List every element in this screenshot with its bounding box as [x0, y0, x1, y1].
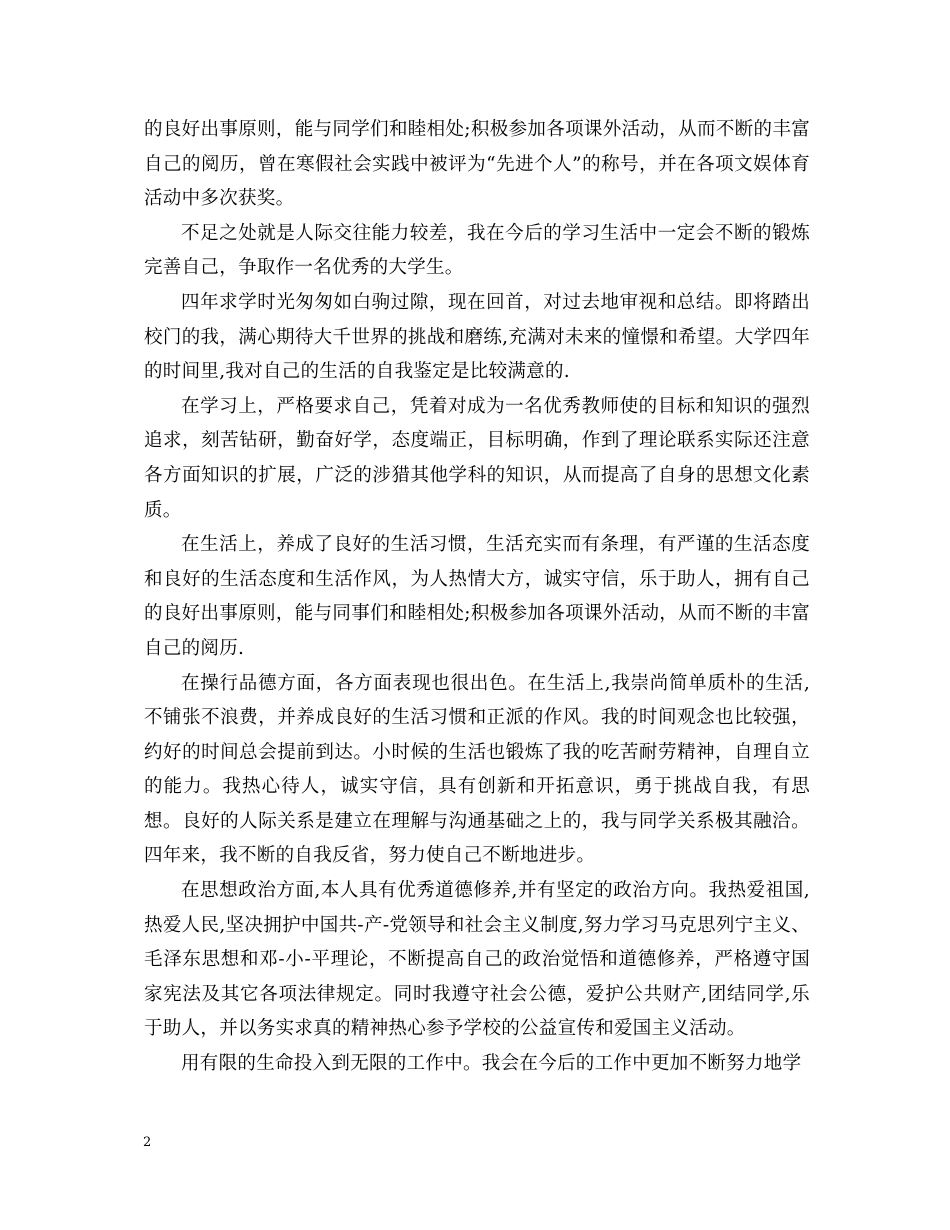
page-number: 2	[143, 1135, 152, 1150]
paragraph-politics: 在思想政治方面,本人具有优秀道德修养,并有坚定的政治方向。我热爱祖国,热爱人民,坚决拥护中国共-产-党领导和社会主义制度,努力学习马克思列宁主义、毛泽东思想和邓-小-平理论，不断提高自己的政治觉悟和道德修养，严格遵守国家宪法及其它各项法律规定。同时我遵守社会公德，爱护公共财产,团结同学,乐于助人，并以务实求真的精神热心参予学校的公益宣传和爱国主义活动。	[144, 880, 810, 1040]
document-body	[144, 113, 810, 1082]
paragraph-shortcomings: 不足之处就是人际交往能力较差，我在今后的学习生活中一定会不断的锻炼完善自己，争取作一名优秀的大学生。	[144, 222, 810, 279]
paragraph-future-work: 用有限的生命投入到无限的工作中。我会在今后的工作中更加不断努力地学	[181, 1053, 802, 1075]
paragraph-four-years: 四年求学时光匆匆如白驹过隙，现在回首，对过去地审视和总结。即将踏出校门的我，满心期待大千世界的挑战和磨练,充满对未来的憧憬和希望。大学四年的时间里,我对自己的生活的自我鉴定是比较满意的.	[144, 291, 810, 383]
paragraph-life: 在生活上，养成了良好的生活习惯，生活充实而有条理，有严谨的生活态度和良好的生活态度和生活作风，为人热情大方，诚实守信，乐于助人，拥有自己的良好出事原则，能与同事们和睦相处;积极参加各项课外活动，从而不断的丰富自己的阅历.	[144, 534, 810, 659]
paragraph-study: 在学习上，严格要求自己，凭着对成为一名优秀教师使的目标和知识的强烈追求，刻苦钻研，勤奋好学，态度端正，目标明确，作到了理论联系实际还注意各方面知识的扩展，广泛的涉猎其他学科的知识，从而提高了自身的思想文化素质。	[144, 395, 810, 521]
paragraph-continued: 的良好出事原则，能与同学们和睦相处;积极参加各项课外活动，从而不断的丰富自己的阅历，曾在寒假社会实践中被评为“先进个人”的称号，并在各项文娱体育活动中多次获奖。	[144, 119, 810, 210]
paragraph-conduct: 在操行品德方面，各方面表现也很出色。在生活上,我崇尚简单质朴的生活,不铺张不浪费，并养成良好的生活习惯和正派的作风。我的时间观念也比较强，约好的时间总会提前到达。小时候的生活也锻炼了我的吃苦耐劳精神，自理自立的能力。我热心待人，诚实守信，具有创新和开拓意识，勇于挑战自我，有思想。良好的人际关系是建立在理解与沟通基础之上的，我与同学关系极其融洽。四年来，我不断的自我反省，努力使自己不断地进步。	[144, 672, 810, 867]
